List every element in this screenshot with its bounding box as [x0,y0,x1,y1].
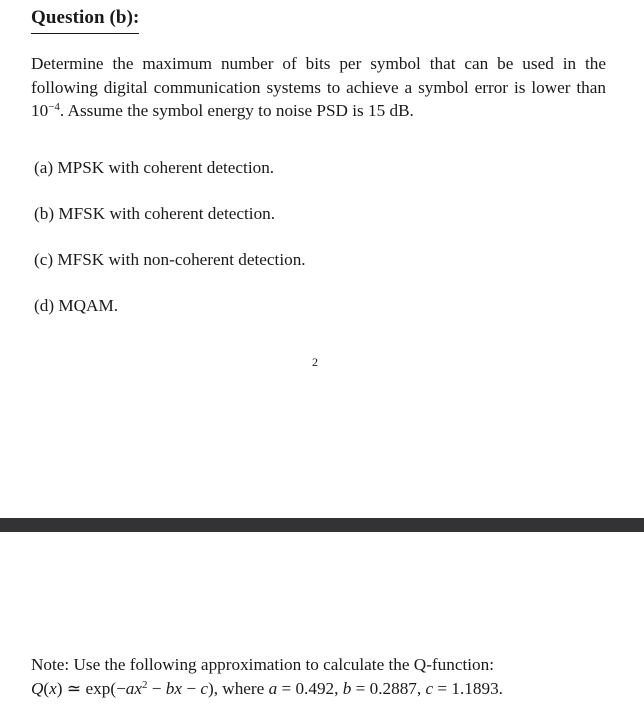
question-heading: Question (b): [31,7,140,28]
c-value: = 1.1893. [433,678,503,698]
note-formula: Q(x) ≃ $\exp(-ax^2$ − bx − c), where a = 0.492, b = 0.2887, c = 1.1893. [31,678,503,698]
page-divider [0,518,644,532]
question-prompt [31,52,606,123]
x-squared-base: x [134,678,142,698]
q-symbol: Q [31,678,44,698]
approx-exp: ≃ exp(− [66,678,126,698]
prompt-exponent: −4 [48,101,60,113]
part-a: (a) MPSK with coherent detection. [34,158,275,177]
c-name: c [425,678,434,698]
minus-sign-2: − [182,678,201,698]
c-const: c [200,678,208,698]
part-b: (b) MFSK with coherent detection. [34,204,276,223]
note-line-1: Note: Use the following approximation to calculate the Q-function: [31,655,494,674]
b-value: = 0.2887, [351,678,426,698]
square-exponent: 2 [142,678,148,691]
where-text: ), where [207,678,269,698]
question-heading-underline [31,7,139,34]
a-coef: a [125,678,135,698]
b-coef: b [165,678,175,698]
prompt-text-start: Determine the maximum number of bits per symbol that can be used in the following digital communication systems to achieve a symbol error is lower than 10 [31,54,606,120]
x-linear: x [174,678,183,698]
part-d: (d) MQAM. [34,296,119,315]
part-c: (c) MFSK with non-coherent detection. [34,250,306,269]
note-block [31,653,631,700]
prompt-text-end: . Assume the symbol energy to noise PSD is 15 dB. [59,101,414,120]
a-name: a [268,678,278,698]
page-number: 2 [312,355,318,369]
minus-sign-1: − [147,678,166,698]
x-symbol: x [49,678,57,698]
a-value: = 0.492, [277,678,343,698]
b-name: b [342,678,352,698]
